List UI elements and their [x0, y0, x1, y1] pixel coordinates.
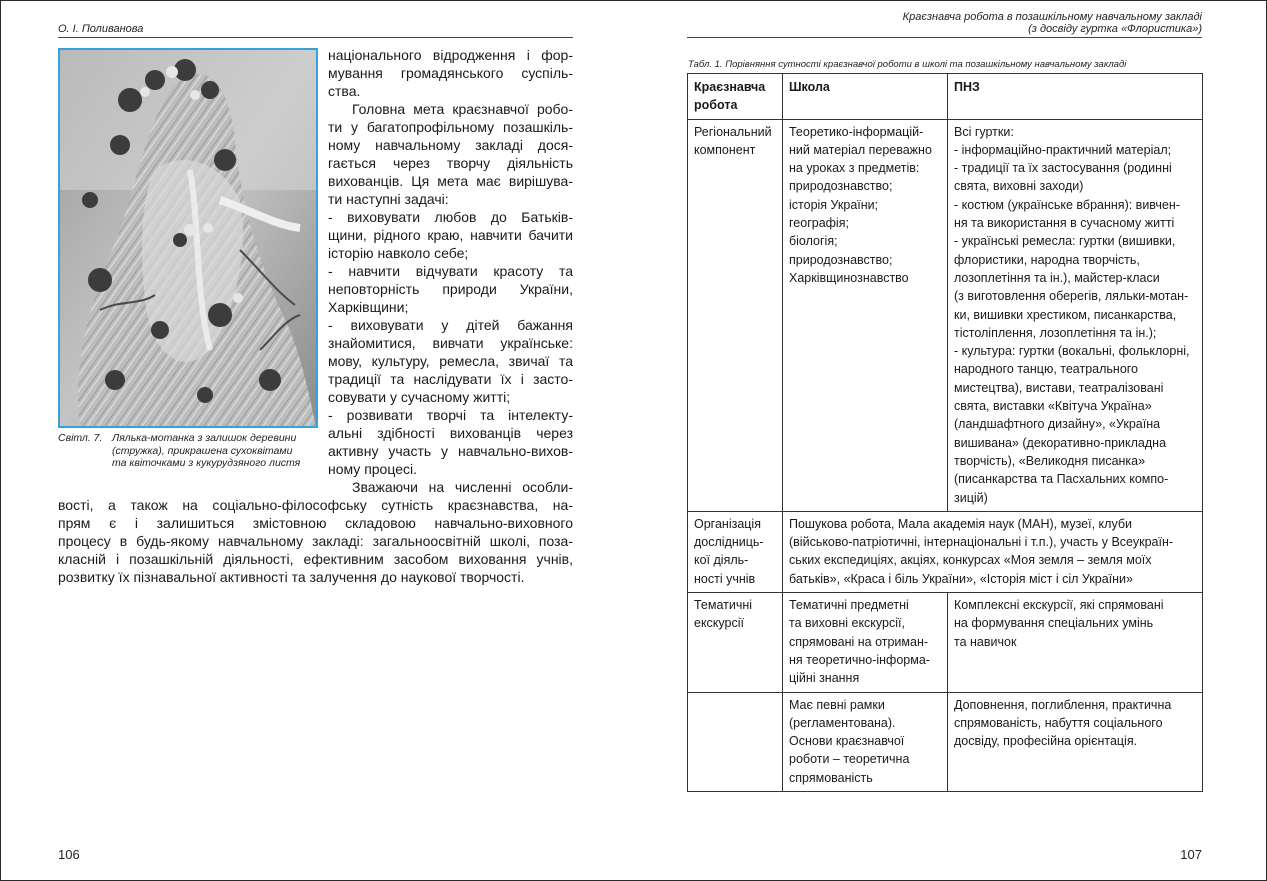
body-line: Головна мета краєзнавчої робо- [352, 101, 573, 117]
cell-line: Має певні рамки [789, 697, 885, 712]
cell-line: ки, вишивки хрестиком, писанкарства, [954, 307, 1177, 322]
right-header-rule [687, 37, 1202, 38]
row-label-cell-empty [688, 692, 783, 791]
cell-line: Пошукова робота, Мала академія наук (МАН), музеї, клуби [789, 516, 1132, 531]
cell-line: роботи – теоретична [789, 752, 910, 767]
list-item: - виховувати любов до Батьків- [328, 209, 573, 225]
body-line: історію навколо себе; [328, 245, 469, 261]
cell-line: ня та використання в сучасному житті [954, 216, 1175, 231]
cell-line: екскурсії [694, 616, 744, 631]
cell-line: ційні знання [789, 671, 860, 686]
cell-line: - традиції та їх застосування (родинні [954, 161, 1172, 176]
header-line: Краєзнавча [694, 80, 766, 94]
cell-line: свята, виставки «Квітуча Україна» [954, 399, 1152, 414]
cell-line: спрямованість, набуття соціального [954, 715, 1163, 730]
cell-line: - культура: гуртки (вокальні, фольклорні, [954, 344, 1190, 359]
cell-line: Доповнення, поглиблення, практична [954, 697, 1172, 712]
cell-line: спрямованість [789, 770, 873, 785]
cell-line: Регіональний [694, 124, 772, 139]
school-cell [783, 593, 948, 692]
cell-line: компонент [694, 142, 756, 157]
header-line: ПНЗ [954, 80, 980, 94]
cell-line: на уроках з предметів: [789, 161, 920, 176]
body-line: неповторність природи України, [328, 281, 573, 297]
body-line: класній і позашкільній діяльності, ефективним засобом виховання учнів, [58, 551, 573, 567]
body-line: ти наступні задачі: [328, 191, 449, 207]
body-line: щини, рідного краю, навчити бачити [328, 227, 573, 243]
figure-caption [58, 432, 320, 470]
caption-line: (стружка), прикрашена сухоквітами [112, 444, 293, 457]
cell-line: - українські ремесла: гуртки (вишивки, [954, 234, 1176, 249]
cell-line: на формування спеціальних умінь [954, 616, 1154, 631]
cell-line: свята, виховні заходи) [954, 179, 1084, 194]
running-head-line: (з досвіду гуртка «Флористика») [1028, 23, 1202, 35]
body-line: прям є і залишиться змістовною складовою навчально-виховного [58, 515, 573, 531]
body-line: ному навчальному закладі дося- [328, 137, 573, 153]
body-line: альні здібності вихованців через [328, 425, 573, 441]
body-line: Харківщини; [328, 299, 409, 315]
cell-line: та навичок [954, 634, 1017, 649]
row-label-cell [688, 511, 783, 592]
body-line: Зважаючи на численні особли- [352, 479, 573, 495]
cell-line: (військово-патріотичні, інтернаціональні і т.п.), участь у Всеукраїн- [789, 535, 1174, 550]
body-line: гається через творчу діяльність [328, 155, 573, 171]
table-row [688, 119, 1203, 511]
page-number-right: 107 [1180, 847, 1202, 862]
cell-line: творчість), «Великодня писанка» [954, 453, 1146, 468]
cell-line: (з виготовлення оберегів, ляльки-мотан- [954, 289, 1189, 304]
row-label-cell [688, 119, 783, 511]
cell-line: мистецтва), вистави, театралізовані [954, 380, 1164, 395]
list-item: - виховувати у дітей бажання [328, 317, 573, 333]
cell-line: біологія; [789, 234, 838, 249]
body-line: мування громадянського суспіль- [328, 65, 573, 81]
pnz-cell [948, 692, 1203, 791]
body-line: вості, а також на соціально-філософську сутність краєзнавства, на- [58, 497, 573, 513]
list-item: - навчити відчувати красоту та [328, 263, 573, 279]
figure-label: Світл. 7. [58, 432, 103, 444]
merged-cell [783, 511, 1203, 592]
cell-line: кої діяль- [694, 553, 749, 568]
cell-line: лозоплетіння та ін.), майстер-класи [954, 270, 1160, 285]
body-line: мову, культуру, ремесла, звичаї та [328, 353, 573, 369]
cell-line: дослідниць- [694, 535, 764, 550]
right-running-head [903, 11, 1202, 35]
left-running-head: О. І. Поливанова [58, 23, 144, 35]
list-item: - розвивати творчі та інтелекту- [328, 407, 573, 423]
cell-line: ний матеріал переважно [789, 142, 932, 157]
table-row [688, 692, 1203, 791]
cell-line: Основи краєзнавчої [789, 734, 905, 749]
cell-line: Тематичні [694, 598, 753, 613]
cell-line: ських експедиціях, акціях, конкурсах «Моя земля – земля моїх [789, 553, 1152, 568]
cell-line: флористики, народна творчість, [954, 252, 1140, 267]
cell-line: географія; [789, 216, 849, 231]
cell-line: - костюм (українське вбрання): вивчен- [954, 197, 1180, 212]
body-line: активну участь у навчально-вихов- [328, 443, 573, 459]
table-caption: Табл. 1. Порівняння сутності краєзнавчої роботи в школі та позашкільному навчальному закладі [688, 59, 1127, 70]
cell-line: батьків», «Краса і біль України», «Історія міст і сіл України» [789, 571, 1133, 586]
cell-line: історія України; [789, 197, 879, 212]
cell-line: Всі гуртки: [954, 124, 1014, 139]
cell-line: природознавство; [789, 252, 893, 267]
school-cell [783, 119, 948, 511]
cell-line: Харківщинознавство [789, 270, 909, 285]
cell-line: ності учнів [694, 571, 756, 586]
body-line: ства. [328, 83, 361, 99]
cell-line: народного танцю, театрального [954, 362, 1139, 377]
table-header-row [688, 74, 1203, 120]
table-row [688, 593, 1203, 692]
table-row [688, 511, 1203, 592]
cell-line: (писанкарства та Пасхальних компо- [954, 472, 1169, 487]
header-cell-school [783, 74, 948, 120]
caption-line: та квіточками з кукурудзяного листя [112, 457, 301, 469]
body-line: знайомитися, вивчати українське: [328, 335, 573, 351]
header-line: Школа [789, 80, 830, 94]
cell-line: досвіду, професійна орієнтація. [954, 734, 1138, 749]
cell-line: спрямовані на отриман- [789, 634, 929, 649]
header-line: робота [694, 98, 738, 113]
comparison-table [687, 73, 1203, 792]
caption-line: Лялька-мотанка з залишок деревини [112, 432, 297, 444]
figure-photo [58, 48, 318, 428]
school-cell [783, 692, 948, 791]
body-line: совувати у сучасному житті; [328, 389, 511, 405]
running-head-line: Краєзнавча робота в позашкільному навчальному закладі [902, 11, 1202, 23]
body-line: ти у багатопрофільному позашкіль- [328, 119, 573, 135]
cell-line: ня теоретично-інформа- [789, 652, 930, 667]
pnz-cell [948, 593, 1203, 692]
cell-line: Теоретико-інформацій- [789, 124, 924, 139]
cell-line: зицій) [954, 490, 988, 505]
cell-line: (регламентована). [789, 715, 896, 730]
body-line: розвитку їх пізнавальної активності та залучення до наукової творчості. [58, 569, 525, 585]
cell-line: природознавство; [789, 179, 893, 194]
cell-line: Тематичні предметні [789, 598, 909, 613]
cell-line: - інформаційно-практичний матеріал; [954, 142, 1172, 157]
body-line: національного відродження і фор- [328, 47, 573, 63]
cell-line: тістоліплення, лозоплетіння та ін.); [954, 325, 1157, 340]
cell-line: та виховні екскурсії, [789, 616, 905, 631]
page-number-left: 106 [58, 847, 80, 862]
body-line: ному процесі. [328, 461, 417, 477]
body-line: традиції та наслідувати їх і засто- [328, 371, 573, 387]
body-line: вихованців. Ця мета має вирішува- [328, 173, 573, 189]
cell-line: Комплексні екскурсії, які спрямовані [954, 598, 1164, 613]
left-header-rule [58, 37, 573, 38]
cell-line: (ландшафтного дизайну», «Україна [954, 417, 1161, 432]
header-cell-pnz [948, 74, 1203, 120]
pnz-cell [948, 119, 1203, 511]
header-cell-local-work [688, 74, 783, 120]
cell-line: вишивана» (декоративно-прикладна [954, 435, 1167, 450]
cell-line: Організація [694, 516, 761, 531]
body-line: процесу в будь-якому навчальному закладі: загальноосвітній школі, поза- [58, 533, 573, 549]
row-label-cell [688, 593, 783, 692]
